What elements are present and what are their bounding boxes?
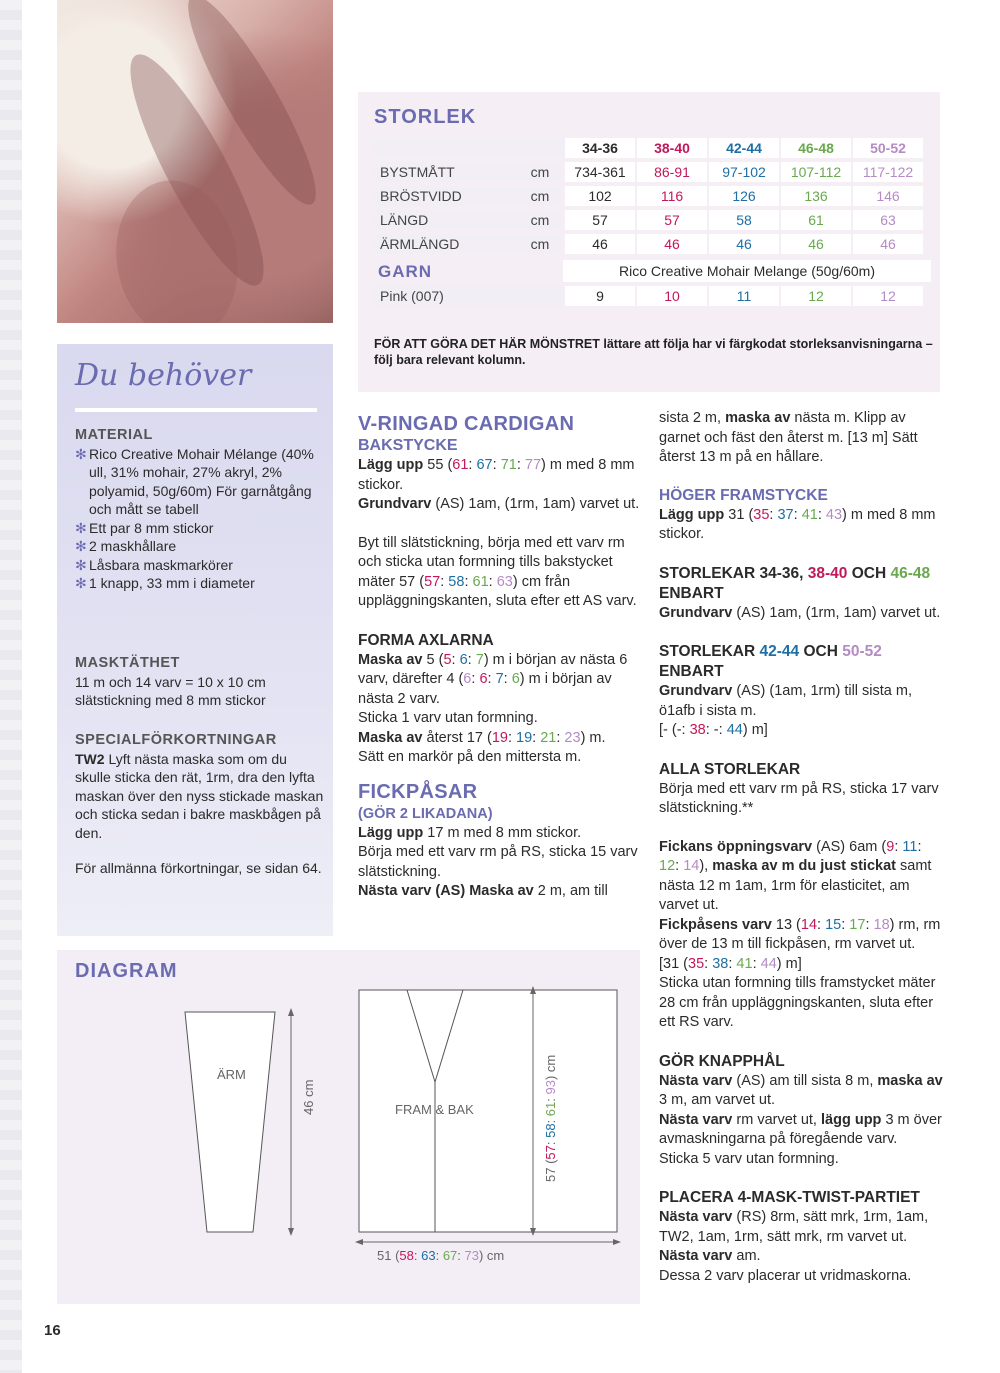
sleeve-label: ÄRM bbox=[217, 1067, 246, 1082]
pattern-title: V-RINGAD CARDIGAN bbox=[358, 413, 575, 435]
back-rib-text: (AS) 1am, (1rm, 1am) varvet ut. bbox=[435, 496, 640, 512]
table-header-blank bbox=[374, 138, 570, 158]
twist-heading: PLACERA 4-MASK-TWIST-PARTIET bbox=[659, 1189, 920, 1206]
tw-2-label: Nästa varv bbox=[659, 1248, 733, 1264]
pockets-bindoff-text: 2 m, am till bbox=[537, 883, 608, 899]
measure-label: ÄRMLÄNGD bbox=[374, 234, 520, 254]
pocket-row-text: 13 (14: 15: 17: 18) rm, rm över de 13 m till fickpåsen, rm varvet ut. bbox=[659, 916, 941, 952]
measure-value: 116 bbox=[637, 186, 707, 206]
body-label: FRAM & BAK bbox=[395, 1102, 474, 1117]
measure-value: 46 bbox=[853, 234, 923, 254]
bullet-icon: ✻ bbox=[75, 575, 87, 591]
measure-value: 46 bbox=[565, 234, 635, 254]
pocket-after-text: Sticka utan formning tills framstycket mäter 28 cm från uppläggningskanten, sluta efter ett RS varv. bbox=[659, 975, 936, 1030]
size-header: 50-52 bbox=[853, 138, 923, 158]
measure-value: 61 bbox=[781, 210, 851, 230]
bh-1-label: Nästa varv bbox=[659, 1072, 733, 1089]
measure-unit: cm bbox=[518, 186, 562, 206]
cardigan-photo bbox=[57, 0, 333, 323]
shoulders-bindoff-text: återst 17 (19: 19: 21: 23) m. bbox=[426, 729, 606, 746]
opening-text-2: samt nästa 12 m 1am, 1rm för elasticitet, am varvet ut. bbox=[659, 858, 932, 913]
bh-1-text: (AS) am till sista 8 m, bbox=[736, 1072, 874, 1089]
pockets-bindoff-label: Nästa varv (AS) Maska av bbox=[358, 883, 534, 899]
abbreviation-term: TW2 bbox=[75, 750, 105, 767]
knit-texture-edge bbox=[0, 0, 22, 1373]
measure-value: 57 bbox=[637, 210, 707, 230]
yarn-quantity: 11 bbox=[709, 286, 779, 306]
opening-label: Fickans öppningsvarv bbox=[659, 838, 813, 855]
material-item bbox=[75, 519, 325, 538]
measure-value: 107-112 bbox=[781, 162, 851, 182]
tw-1-label: Nästa varv bbox=[659, 1209, 733, 1225]
sizes-a-text: (AS) 1am, (1rm, 1am) varvet ut. bbox=[736, 604, 941, 621]
pockets-label: Lägg upp bbox=[358, 824, 424, 841]
sizes-b-heading: STORLEKAR 42-44 OCH 50-52 ENBART bbox=[659, 643, 882, 680]
measure-value: 86-91 bbox=[637, 162, 707, 182]
all-sizes-text: Börja med ett varv rm på RS, sticka 17 varv slätstickning.** bbox=[659, 780, 939, 816]
material-item-text: Ett par 8 mm stickor bbox=[89, 519, 214, 536]
measure-value: 734-361 bbox=[565, 162, 635, 182]
yarn-title: GARN bbox=[378, 262, 433, 281]
pattern-column-1 bbox=[358, 412, 640, 902]
right-front-heading: HÖGER FRAMSTYCKE bbox=[659, 486, 828, 504]
size-panel bbox=[358, 92, 940, 392]
all-sizes-heading: ALLA STORLEKAR bbox=[659, 760, 801, 778]
measure-value: 126 bbox=[709, 186, 779, 206]
pocket-count: [31 (35: 38: 41: 44) m] bbox=[659, 955, 802, 972]
measure-label: BYSTMÅTT bbox=[374, 162, 520, 182]
pockets-text-1: 17 m med 8 mm stickor. bbox=[427, 824, 582, 841]
yarn-name: Rico Creative Mohair Melange (50g/60m) bbox=[563, 260, 931, 282]
measure-value: 146 bbox=[853, 186, 923, 206]
measure-value: 136 bbox=[781, 186, 851, 206]
measure-value: 63 bbox=[853, 210, 923, 230]
material-section bbox=[75, 426, 325, 593]
pockets-text-2: Börja med ett varv rm på RS, sticka 15 varv slätstickning. bbox=[358, 844, 638, 880]
gauge-section bbox=[75, 654, 325, 710]
continued-text-2: nästa m. Klipp av garnet och fäst den återst m. [13 m] Sätt återst 13 m på en hållare. bbox=[659, 410, 918, 465]
sleeve-shape bbox=[185, 1012, 275, 1232]
sizes-a-label: Grundvarv bbox=[659, 604, 733, 621]
diagram-title: DIAGRAM bbox=[75, 960, 178, 982]
bh-2-label: Nästa varv bbox=[659, 1111, 733, 1128]
measure-value: 102 bbox=[565, 186, 635, 206]
bullet-icon: ✻ bbox=[75, 445, 87, 462]
measure-unit: cm bbox=[518, 162, 562, 182]
divider bbox=[75, 408, 317, 412]
measure-value: 58 bbox=[709, 210, 779, 230]
shoulders-text-2: Sticka 1 varv utan formning. bbox=[358, 710, 538, 726]
back-heading: BAKSTYCKE bbox=[358, 437, 458, 454]
pattern-column-2 bbox=[659, 409, 944, 1286]
yarn-quantity: 9 bbox=[565, 286, 635, 306]
page-number: 16 bbox=[44, 1322, 61, 1339]
size-title: STORLEK bbox=[374, 106, 477, 128]
shoulders-marker-text: Sätt en markör på den mittersta m. bbox=[358, 749, 582, 765]
sizes-b-count: [- (-: 38: -: 44) m] bbox=[659, 722, 768, 738]
buttonhole-heading: GÖR KNAPPHÅL bbox=[659, 1052, 785, 1070]
measure-value: 46 bbox=[637, 234, 707, 254]
material-item bbox=[75, 445, 325, 519]
bullet-icon: ✻ bbox=[75, 519, 87, 536]
size-header: 38-40 bbox=[637, 138, 707, 158]
size-header: 46-48 bbox=[781, 138, 851, 158]
measure-unit: cm bbox=[518, 234, 562, 254]
abbreviation-heading: SPECIALFÖRKORTNINGAR bbox=[75, 732, 277, 748]
general-abbr-section bbox=[75, 859, 325, 878]
measure-unit: cm bbox=[518, 210, 562, 230]
material-item-text: Låsbara maskmarkörer bbox=[89, 556, 233, 573]
materials-title: Du behöver bbox=[75, 358, 252, 393]
shoulders-bindoff-label: Maska av bbox=[358, 729, 423, 746]
materials-panel bbox=[57, 344, 333, 936]
size-header: 42-44 bbox=[709, 138, 779, 158]
bullet-icon: ✻ bbox=[75, 538, 87, 554]
diagram-panel bbox=[57, 950, 640, 1304]
bh-3-text: Sticka 5 varv utan formning. bbox=[659, 1150, 839, 1167]
measure-value: 46 bbox=[781, 234, 851, 254]
opening-bold-2: maska av m du just stickat bbox=[712, 858, 896, 874]
yarn-quantity: 12 bbox=[853, 286, 923, 306]
measure-value: 57 bbox=[565, 210, 635, 230]
material-item-text: 2 maskhållare bbox=[89, 538, 177, 554]
sizes-a-heading: STORLEKAR 34-36, 38-40 OCH 46-48 ENBART bbox=[659, 564, 931, 602]
shoulders-text: 5 (5: 6: 7) m i början av nästa 6 varv, därefter 4 (6: 6: 7: 6) m i början av nästa 2 varv. bbox=[358, 651, 628, 707]
abbreviation-section bbox=[75, 731, 325, 842]
pockets-subheading: (GÖR 2 LIKADANA) bbox=[358, 805, 493, 822]
measure-label: LÄNGD bbox=[374, 210, 520, 230]
measure-value: 117-122 bbox=[853, 162, 923, 182]
back-rib-label: Grundvarv bbox=[358, 496, 432, 512]
material-item bbox=[75, 537, 325, 556]
back-stockinette-text: Byt till slätstickning, börja med ett varv rm och sticka utan formning tills bakstycket mäter 57 (57: 58: 61: 63) cm från uppläggningskanten, sluta efter ett AS varv. bbox=[358, 534, 637, 609]
size-header: 34-36 bbox=[565, 138, 635, 158]
shoulders-heading: FORMA AXLARNA bbox=[358, 631, 494, 649]
measure-value: 97-102 bbox=[709, 162, 779, 182]
back-cast-on-label: Lägg upp bbox=[358, 457, 424, 473]
sizes-b-label: Grundvarv bbox=[659, 683, 733, 699]
sizes-b-text: (AS) (1am, 1rm) till sista m, ö1afb i sista m. bbox=[659, 683, 912, 719]
material-item bbox=[75, 556, 325, 575]
bh-1-bold: maska av bbox=[877, 1072, 943, 1089]
measure-label: BRÖSTVIDD bbox=[374, 186, 520, 206]
material-list bbox=[75, 445, 325, 593]
continued-text-1: sista 2 m, bbox=[659, 410, 722, 426]
sleeve-dimension: 46 cm bbox=[301, 1079, 316, 1115]
color-code-note: FÖR ATT GÖRA DET HÄR MÖNSTRET lättare att följa har vi färgkodat storleksanvisningarna – följ bara relevant kolumn. bbox=[374, 337, 933, 367]
body-width-dimension: 51 (58: 63: 67: 73) cm bbox=[377, 1248, 505, 1263]
bh-2-bold: lägg upp bbox=[821, 1111, 882, 1128]
bh-1-text-b: 3 m, am varvet ut. bbox=[659, 1092, 776, 1108]
general-abbr-text: För allmänna förkortningar, se sidan 64. bbox=[75, 860, 322, 876]
tw-1-text: (RS) 8rm, sätt mrk, 1rm, 1am, TW2, 1am, 1rm, sätt mrk, rm varvet ut. bbox=[659, 1209, 929, 1245]
yarn-quantity: 12 bbox=[781, 286, 851, 306]
pockets-heading: FICKPÅSAR bbox=[358, 780, 478, 803]
gauge-heading: MASKTÄTHET bbox=[75, 655, 180, 671]
shoulders-label: Maska av bbox=[358, 651, 423, 668]
bh-2-text-b: 3 m över avmaskningarna på föregående varv. bbox=[659, 1111, 942, 1147]
gauge-text: 11 m och 14 varv = 10 x 10 cm slätstickning med 8 mm stickor bbox=[75, 673, 266, 708]
tw-3-text: Dessa 2 varv placerar ut vridmaskorna. bbox=[659, 1267, 912, 1284]
material-item-text: 1 knapp, 33 mm i diameter bbox=[89, 575, 255, 591]
continued-bold: maska av bbox=[725, 410, 791, 426]
bh-2-text: rm varvet ut, bbox=[736, 1111, 817, 1128]
tw-2-text: am. bbox=[736, 1248, 761, 1264]
body-height-dimension: 57 (57: 58: 61: 93) cm bbox=[543, 1054, 558, 1182]
abbreviation-text: Lyft nästa maska som om du skulle sticka den rät, 1rm, dra den lyfta maskan över den nyss stickade maskan och sticka sedan i bakre maskbågen på den. bbox=[75, 750, 324, 841]
material-item bbox=[75, 574, 325, 593]
right-front-text: 31 (35: 37: 41: 43) m med 8 mm stickor. bbox=[659, 506, 936, 542]
opening-text: (AS) 6am (9: 11: 12: 14), bbox=[659, 838, 922, 874]
right-front-label: Lägg upp bbox=[659, 506, 725, 523]
measure-value: 46 bbox=[709, 234, 779, 254]
yarn-color-label: Pink (007) bbox=[374, 286, 566, 306]
material-item-text: Rico Creative Mohair Mélange (40% ull, 31% mohair, 27% akryl, 2% polyamid, 50g/60m) För garnåtgång och mått se tabell bbox=[89, 445, 314, 517]
material-heading: MATERIAL bbox=[75, 427, 153, 443]
yarn-quantity: 10 bbox=[637, 286, 707, 306]
pocket-row-label: Fickpåsens varv bbox=[659, 916, 772, 933]
back-cast-on-text: 55 (61: 67: 71: 77) m med 8 mm stickor. bbox=[358, 457, 635, 493]
bullet-icon: ✻ bbox=[75, 556, 87, 573]
